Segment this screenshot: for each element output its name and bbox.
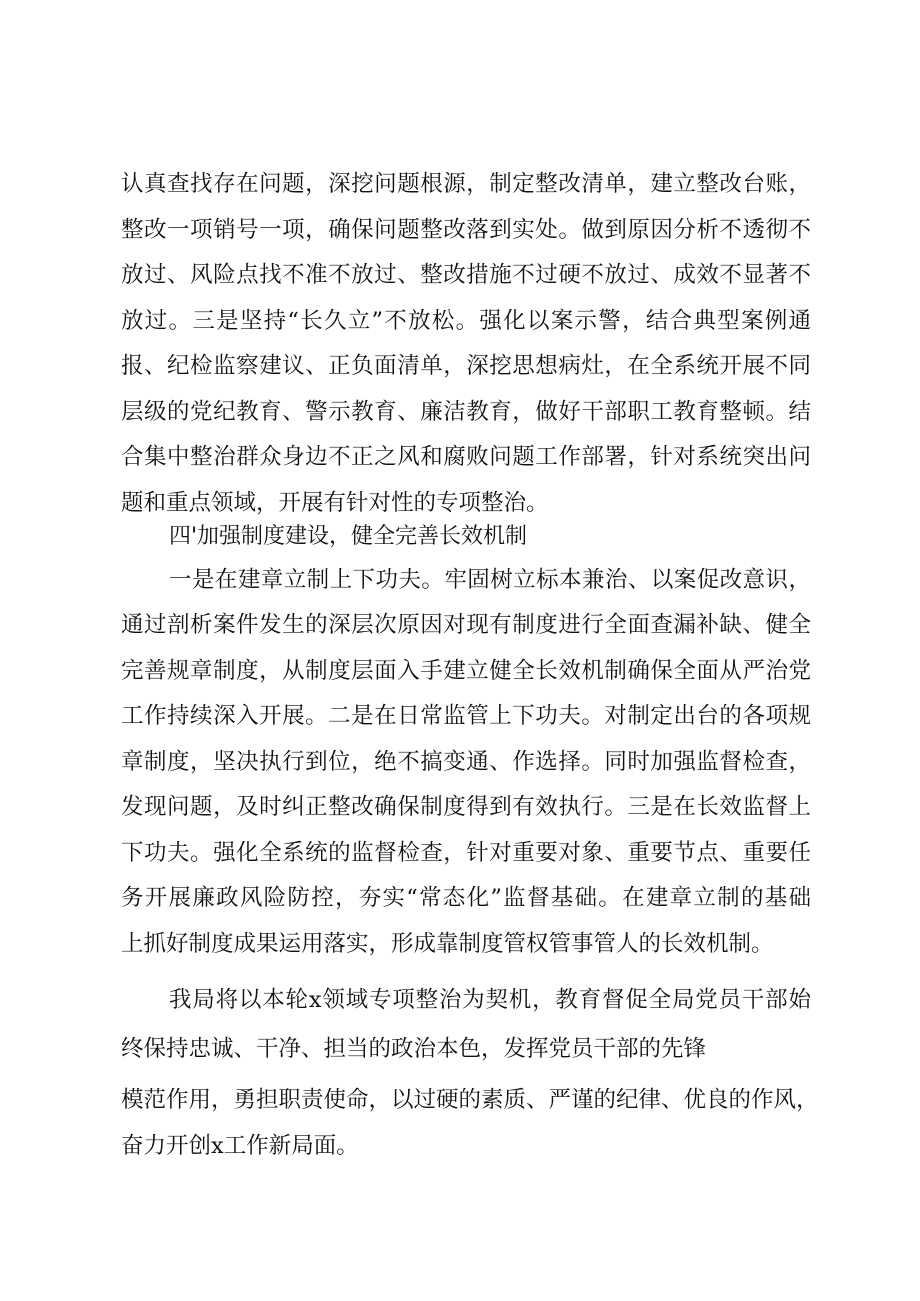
paragraph-line: 务开展廉政风险防控，夯实“常态化”监督基础。在建章立制的基础 <box>121 885 811 911</box>
paragraph-line: 通过剖析案件发生的深层次原因对现有制度进行全面查漏补缺、健全 <box>121 612 811 638</box>
paragraph-line: 放过。三是坚持“长久立”不放松。强化以案示警，结合典型案例通 <box>121 308 811 334</box>
paragraph-line: 一是在建章立制上下功夫。牢固树立标本兼治、以案促改意识， <box>169 567 811 593</box>
paragraph-line: 认真查找存在问题，深挖问题根源，制定整改清单，建立整改台账， <box>121 171 811 197</box>
paragraph-line: 下功夫。强化全系统的监督检查，针对重要对象、重要节点、重要任 <box>121 840 811 866</box>
paragraph-line: 层级的党纪教育、警示教育、廉洁教育，做好干部职工教育整顿。结 <box>121 399 811 425</box>
paragraph-line: 终保持忠诚、干净、担当的政治本色，发挥党员干部的先锋 <box>121 1036 707 1062</box>
paragraph-line: 完善规章制度，从制度层面入手建立健全长效机制确保全面从严治党 <box>121 658 811 684</box>
paragraph-line: 题和重点领域，开展有针对性的专项整治。 <box>121 490 549 516</box>
paragraph-line: 发现问题，及时纠正整改确保制度得到有效执行。三是在长效监督上 <box>121 794 811 820</box>
paragraph-line: 我局将以本轮x领域专项整治为契机，教育督促全局党员干部始 <box>169 987 811 1013</box>
section-heading: 四'加强制度建设，健全完善长效机制 <box>169 524 528 549</box>
paragraph-line: 上抓好制度成果运用落实，形成靠制度管权管事管人的长效机制。 <box>121 931 774 957</box>
paragraph-line: 合集中整治群众身边不正之风和腐败问题工作部署，针对系统突出问 <box>121 444 811 470</box>
paragraph-line: 章制度，坚决执行到位，绝不搞变通、作选择。同时加强监督检查， <box>121 749 811 775</box>
paragraph-line: 工作持续深入开展。二是在日常监管上下功夫。对制定出台的各项规 <box>121 703 811 729</box>
paragraph-line: 放过、风险点找不准不放过、整改措施不过硬不放过、成效不显著不 <box>121 262 811 288</box>
paragraph-line: 报、纪检监察建议、正负面清单，深挖思想病灶，在全系统开展不同 <box>121 353 811 379</box>
paragraph-line: 模范作用，勇担职责使命，以过硬的素质、严谨的纪律、优良的作风， <box>121 1087 819 1113</box>
paragraph-line: 整改一项销号一项，确保问题整改落到实处。做到原因分析不透彻不 <box>121 217 811 243</box>
paragraph-line: 奋力开创x工作新局面。 <box>121 1133 359 1159</box>
